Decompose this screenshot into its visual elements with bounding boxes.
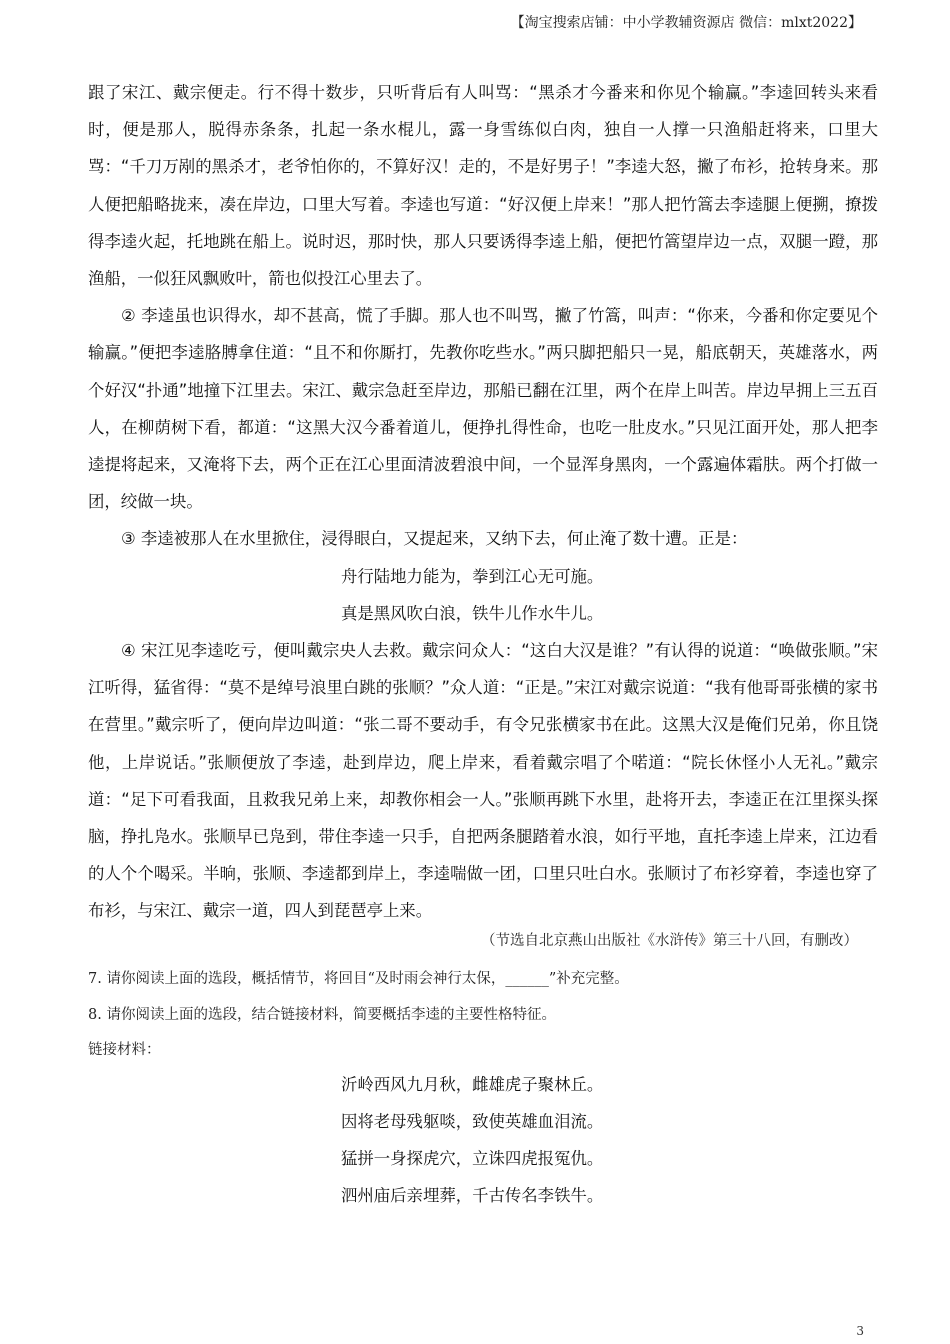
page-number: 3 bbox=[856, 1324, 864, 1338]
link-poem bbox=[341, 1066, 603, 1214]
poem-line-4: 泗州庙后亲埋葬，千古传名李铁牛。 bbox=[341, 1186, 604, 1205]
source-note: （节选自北京燕山出版社《水浒传》第三十八回，有删改） bbox=[481, 933, 858, 949]
link-material-label: 链接材料： bbox=[88, 1042, 161, 1058]
page-header: 【淘宝搜索店铺：中小学教辅资源店 微信：mlxt2022】 bbox=[510, 15, 862, 31]
passage-paragraph-4: ④ 宋江见李逵吃亏，便叫戴宗央人去救。戴宗问众人：“这白大汉是谁？”有认得的说道：“唤做张顺。”宋江听得，猛省得：“莫不是绰号浪里白跳的张顺？”众人道：“正是。”宋江对戴宗说道：“我有他哥哥张横的家书在营里。”戴宗听了，便向岸边叫道：“张二哥不要动手，有令兄张横家书在此。这黑大汉是俺们兄弟，你且饶他，上岸说话。”张顺便放了李逵，赴到岸边，爬上岸来，看着戴宗唱了个喏道：“院长休怪小人无礼。”戴宗道：“足下可看我面，且救我兄弟上来，却教你相会一人。”张顺再跳下水里，赴将开去，李逵正在江里探头探脑，挣扎凫水。张顺早已凫到，带住李逵一只手，自把两条腿踏着水浪，如行平地，直托李逵上岸来，江边看的人个个喝采。半晌，张顺、李逵都到岸上，李逵喘做一团，口里只吐白水。张顺讨了布衫穿着，李逵也穿了布衫，与宋江、戴宗一道，四人到琵琶亭上来。 bbox=[88, 641, 878, 921]
passage-paragraph-2: ② 李逵虽也识得水，却不甚高，慌了手脚。那人也不叫骂，撇了竹篙，叫声：“你来，今番和你定要见个输赢。”便把李逵胳膊拿住道：“且不和你厮打，先教你吃些水。”两只脚把船只一晃，船底朝天，英雄落水，两个好汉“扑通”地撞下江里去。宋江、戴宗急赶至岸边，那船已翻在江里，两个在岸上叫苦。岸边早拥上三五百人，在柳荫树下看，都道：“这黑大汉今番着道儿，便挣扎得性命，也吃一肚皮水。”只见江面开处，那人把李逵提将起来，又淹将下去，两个正在江心里面清波碧浪中间，一个显浑身黑肉，一个露遍体霜肤。两个打做一团，绞做一块。 bbox=[88, 306, 878, 512]
passage-paragraph-3: ③ 李逵被那人在水里掀住，浸得眼白，又提起来，又纳下去，何止淹了数十遭。正是： bbox=[121, 529, 748, 549]
questions bbox=[88, 962, 888, 1069]
question-7: 7. 请你阅读上面的选段，概括情节，将回目“及时雨会神行太保，______”补充完整。 bbox=[88, 971, 629, 987]
poem-line-1: 沂岭西风九月秋，雌雄虎子聚林丘。 bbox=[341, 1075, 604, 1094]
verse-line-1: 舟行陆地力能为，拳到江心无可施。 bbox=[341, 566, 604, 586]
poem-line-3: 猛拼一身探虎穴，立诛四虎报冤仇。 bbox=[341, 1149, 604, 1168]
passage bbox=[88, 74, 878, 930]
passage-paragraph-1: 跟了宋江、戴宗便走。行不得十数步，只听背后有人叫骂：“黑杀才今番来和你见个输赢。”李逵回转头来看时，便是那人，脱得赤条条，扎起一条水棍儿，露一身雪练似白肉，独自一人撑一只渔船赶将来，口里大骂：“千刀万剐的黑杀才，老爷怕你的，不算好汉！走的，不是好男子！”李逵大怒，撇了布衫，抢转身来。那人便把船略拢来，凑在岸边，口里大写着。李逵也写道：“好汉便上岸来！”那人把竹篙去李逵腿上便搠，撩拨得李逵火起，托地跳在船上。说时迟，那时快，那人只要诱得李逵上船，便把竹篙望岸边一点，双腿一蹬，那渔船，一似狂风飘败叶，箭也似投江心里去了。 bbox=[88, 83, 878, 289]
question-8: 8. 请你阅读上面的选段，结合链接材料，简要概括李逵的主要性格特征。 bbox=[88, 1006, 556, 1023]
verse-line-2: 真是黑风吹白浪，铁牛儿作水牛儿。 bbox=[341, 603, 604, 623]
poem-line-2: 因将老母残躯啖，致使英雄血泪流。 bbox=[341, 1112, 604, 1131]
